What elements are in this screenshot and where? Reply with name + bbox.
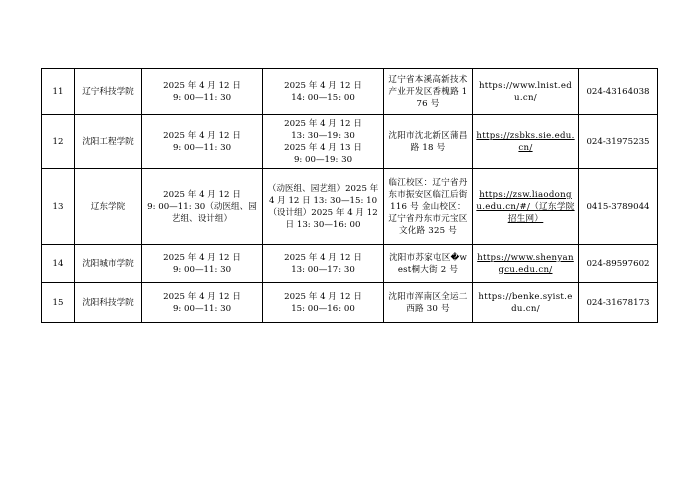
contact-phone: 024-31975235	[579, 115, 658, 169]
college-name: 辽东学院	[75, 169, 142, 245]
row-number: 12	[42, 115, 75, 169]
college-name: 沈阳城市学院	[75, 245, 142, 283]
schedule-time-2: 2025 年 4 月 12 日 15: 00—16: 00	[263, 283, 384, 323]
schedule-time-2: 2025 年 4 月 12 日 14: 00—15: 00	[263, 69, 384, 115]
contact-phone: 0415-3789044	[579, 169, 658, 245]
schedule-time-2: 2025 年 4 月 12 日 13: 00—17: 30	[263, 245, 384, 283]
table-row	[42, 115, 658, 169]
college-website-link[interactable]: https://www.lnist.edu.cn/	[473, 69, 579, 115]
college-address: 沈阳市浑南区全运二西路 30 号	[384, 283, 473, 323]
college-website-link[interactable]: https://zsw.liaodongu.edu.cn/#/（辽东学院招生网）	[473, 169, 579, 245]
college-website-link[interactable]: https://benke.syist.edu.cn/	[473, 283, 579, 323]
college-website-link[interactable]: https://zsbks.sie.edu.cn/	[473, 115, 579, 169]
college-address: 沈阳市沈北新区蒲昌路 18 号	[384, 115, 473, 169]
college-name: 沈阳工程学院	[75, 115, 142, 169]
college-website-link[interactable]: https://www.shenyangcu.edu.cn/	[473, 245, 579, 283]
schedule-time-1: 2025 年 4 月 12 日 9: 00—11: 30	[142, 69, 263, 115]
exam-schedule-table	[41, 68, 658, 323]
college-address: 辽宁省本溪高新技术产业开发区香槐路 176 号	[384, 69, 473, 115]
college-address: 沈阳市苏家屯区�west桐大街 2 号	[384, 245, 473, 283]
table-row	[42, 69, 658, 115]
table-row	[42, 169, 658, 245]
college-name: 辽宁科技学院	[75, 69, 142, 115]
row-number: 15	[42, 283, 75, 323]
table-row	[42, 245, 658, 283]
schedule-time-2: （动医组、园艺组）2025 年 4 月 12 日 13: 30—15: 10（设计组）2025 年 4 月 12 日 13: 30—16: 00	[263, 169, 384, 245]
schedule-time-1: 2025 年 4 月 12 日 9: 00—11: 30	[142, 283, 263, 323]
college-address: 临江校区：辽宁省丹东市振安区临江后街 116 号 金山校区：辽宁省丹东市元宝区文化路 325 号	[384, 169, 473, 245]
row-number: 11	[42, 69, 75, 115]
contact-phone: 024-31678173	[579, 283, 658, 323]
college-name: 沈阳科技学院	[75, 283, 142, 323]
table-row	[42, 283, 658, 323]
schedule-time-1: 2025 年 4 月 12 日 9: 00—11: 30	[142, 245, 263, 283]
schedule-time-1: 2025 年 4 月 12 日 9: 00—11: 30（动医组、园艺组、设计组）	[142, 169, 263, 245]
schedule-time-2: 2025 年 4 月 12 日 13: 30—19: 30 2025 年 4 月 13 日 9: 00—19: 30	[263, 115, 384, 169]
contact-phone: 024-89597602	[579, 245, 658, 283]
schedule-time-1: 2025 年 4 月 12 日 9: 00—11: 30	[142, 115, 263, 169]
row-number: 14	[42, 245, 75, 283]
contact-phone: 024-43164038	[579, 69, 658, 115]
row-number: 13	[42, 169, 75, 245]
